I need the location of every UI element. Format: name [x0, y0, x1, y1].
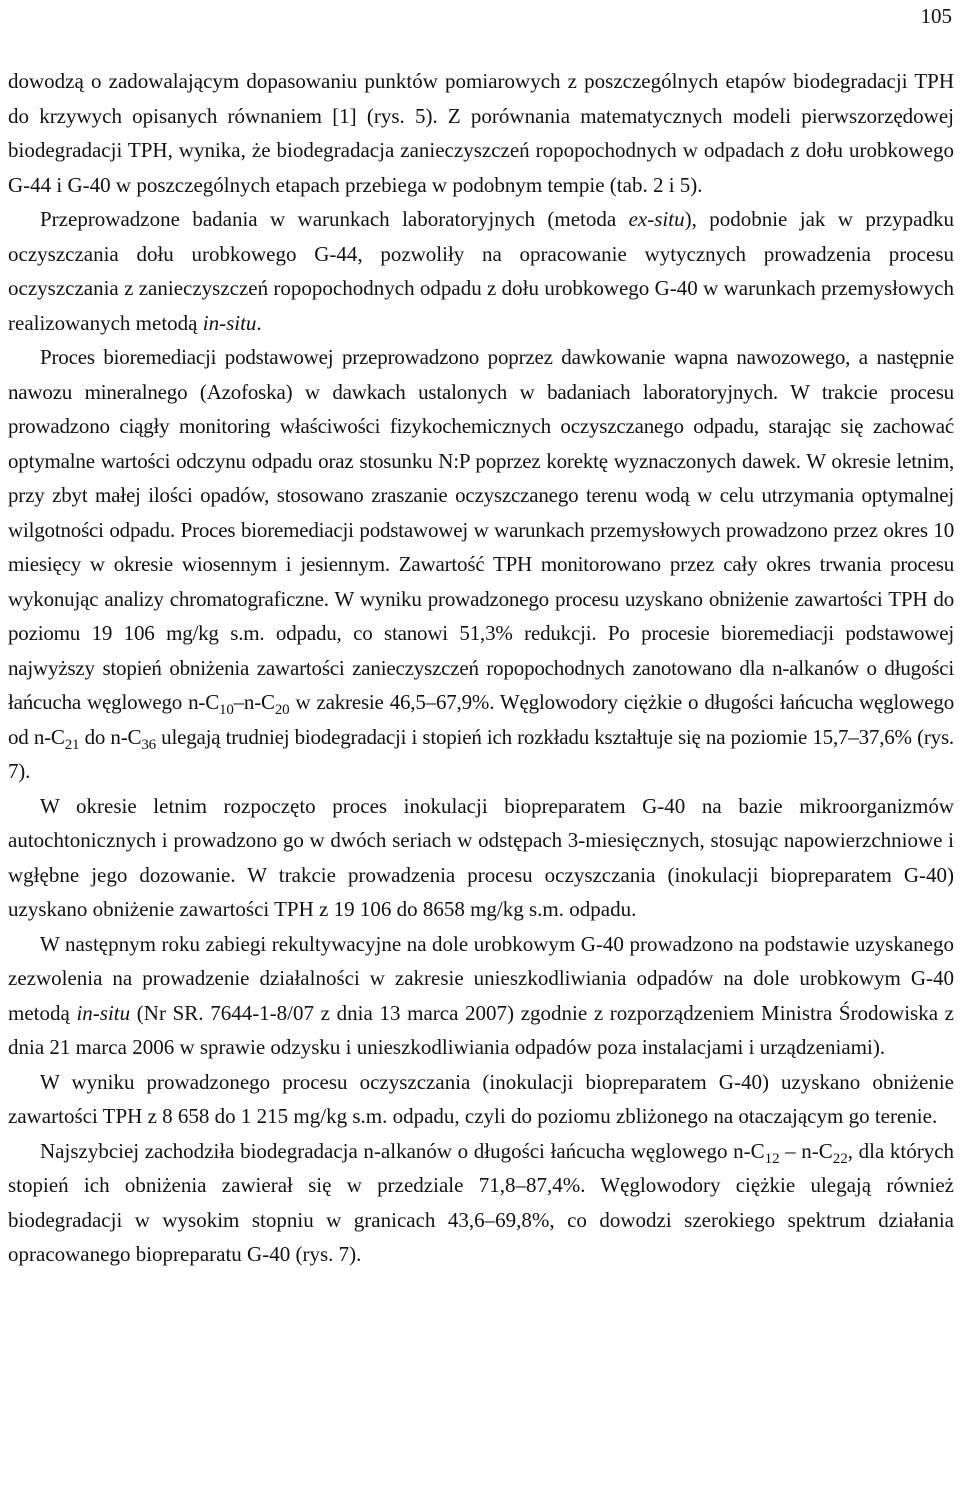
text-run: –n-C: [233, 690, 275, 714]
italic-term: in-situ: [202, 310, 257, 335]
text-run: dowodzą o zadowalającym dopasowaniu punktów pomiarowych z poszczególnych etapów biodegradacji TPH do krzywych opisanych równaniem [1] (rys. 5). Z porównania matematycznych modeli pierwszorzędowej biodegradacji TPH, wynika, że biodegradacja zanieczyszczeń ropopochodnych w odpadach z dołu urobkowego G-44 i G-40 w poszczególnych etapach przebiega w podobnym tempie (tab. 2 i 5).: [8, 69, 954, 197]
paragraph-4: [8, 789, 954, 927]
text-run: W wyniku prowadzonego procesu oczyszczania (inokulacji biopreparatem G-40) uzyskano obniżenie zawartości TPH z 8 658 do 1 215 mg/kg s.m. odpadu, czyli do poziomu zbliżonego na otaczającym go terenie.: [8, 1069, 954, 1128]
text-run: W następnym roku zabiegi rekultywacyjne na dole urobkowym G-40 prowadzono na podstawie uzyskanego zezwolenia na prowadzenie działalności w zakresie unieszkodliwiania odpadów na dole urobkowym G-40 metodą: [8, 931, 954, 1025]
text-run: , dla których stopień ich obniżenia zawierał się w przedziale 71,8–87,4%. Węglowodory ciężkie ulegają również biodegradacji w wysokim stopniu w granicach 43,6–69,8%, co dowodzi szerokiego spektrum działania opracowanego biopreparatu G-40 (rys. 7).: [8, 1138, 955, 1266]
subscript: 22: [832, 1150, 848, 1167]
text-run: Proces bioremediacji podstawowej przeprowadzono poprzez dawkowanie wapna nawozowego, a następnie nawozu mineralnego (Azofoska) w dawkach ustalonych w badaniach laboratoryjnych. W trakcie procesu prowadzono ciągły monitoring właściwości fizykochemicznych oczyszczanego odpadu, starając się zachować optymalne wartości odczynu odpadu oraz stosunku N:P poprzez korektę wyznaczonych dawek. W okresie letnim, przy zbyt małej ilości opadów, stosowano zraszanie oczyszczanego terenu wodą w celu utrzymania optymalnej wilgotności odpadu. Proces bioremediacji podstawowej w warunkach przemysłowych prowadzono przez okres 10 miesięcy w okresie wiosennym i jesiennym. Zawartość TPH monitorowano przez cały okres trwania procesu wykonując analizy chromatograficzne. W wyniku prowadzonego procesu uzyskano obniżenie zawartości TPH do poziomu 19 106 mg/kg s.m. odpadu, co stanowi 51,3% redukcji. Po procesie bioremediacji podstawowej najwyższy stopień obniżenia zawartości zanieczyszczeń ropopochodnych zanotowano dla n-alkanów o długości łańcucha węglowego n-C: [8, 345, 954, 714]
body-text: [8, 64, 954, 1272]
paragraph-1: [8, 64, 954, 202]
subscript: 20: [274, 702, 290, 718]
text-run: do n-C: [79, 724, 142, 749]
text-run: Przeprowadzone badania w warunkach laboratoryjnych (metoda: [40, 207, 629, 231]
subscript: 36: [141, 736, 156, 753]
italic-term: in-situ: [76, 1000, 131, 1025]
paragraph-5: [8, 927, 954, 1065]
text-run: .: [256, 310, 262, 335]
text-run: W okresie letnim rozpoczęto proces inokulacji biopreparatem G-40 na bazie mikroorganizmów autochtonicznych i prowadzono go w dwóch seriach w odstępach 3-miesięcznych, stosując napowierzchniowe i wgłębne jego dozowanie. W trakcie prowadzenia procesu oczyszczania (inokulacji biopreparatem G-40) uzyskano obniżenie zawartości TPH z 19 106 do 8658 mg/kg s.m. odpadu.: [8, 793, 954, 921]
text-run: – n-C: [779, 1138, 833, 1163]
page-number: 105: [920, 4, 952, 28]
text-run: (Nr SR. 7644-1-8/07 z dnia 13 marca 2007) zgodnie z rozporządzeniem Ministra Środowiska z dnia 21 marca 2006 w sprawie odzysku i unieszkodliwiania odpadów poza instalacjami i urządzeniami).: [8, 1000, 954, 1059]
paragraph-3: [8, 340, 954, 789]
subscript: 10: [219, 702, 234, 718]
italic-term: ex-situ: [628, 207, 685, 231]
text-run: ), podobnie jak w przypadku oczyszczania dołu urobkowego G-44, pozwoliły na opracowanie wytycznych prowadzenia procesu oczyszczania z zanieczyszczeń ropopochodnych odpadu z dołu urobkowego G-40 w warunkach przemysłowych realizowanych metodą: [8, 207, 954, 335]
text-run: Najszybciej zachodziła biodegradacja n-alkanów o długości łańcucha węglowego n-C: [40, 1138, 765, 1163]
paragraph-2: [8, 202, 954, 340]
text-run: ulegają trudniej biodegradacji i stopień ich rozkładu kształtuje się na poziomie 15,7–37,6% (rys. 7).: [8, 724, 954, 783]
paragraph-7: [8, 1134, 954, 1272]
text-run: w zakresie 46,5–67,9%. Węglowodory ciężkie o długości łańcucha węglowego od n-C: [8, 690, 954, 749]
subscript: 12: [764, 1150, 780, 1167]
paragraph-6: [8, 1065, 954, 1134]
subscript: 21: [64, 736, 80, 753]
